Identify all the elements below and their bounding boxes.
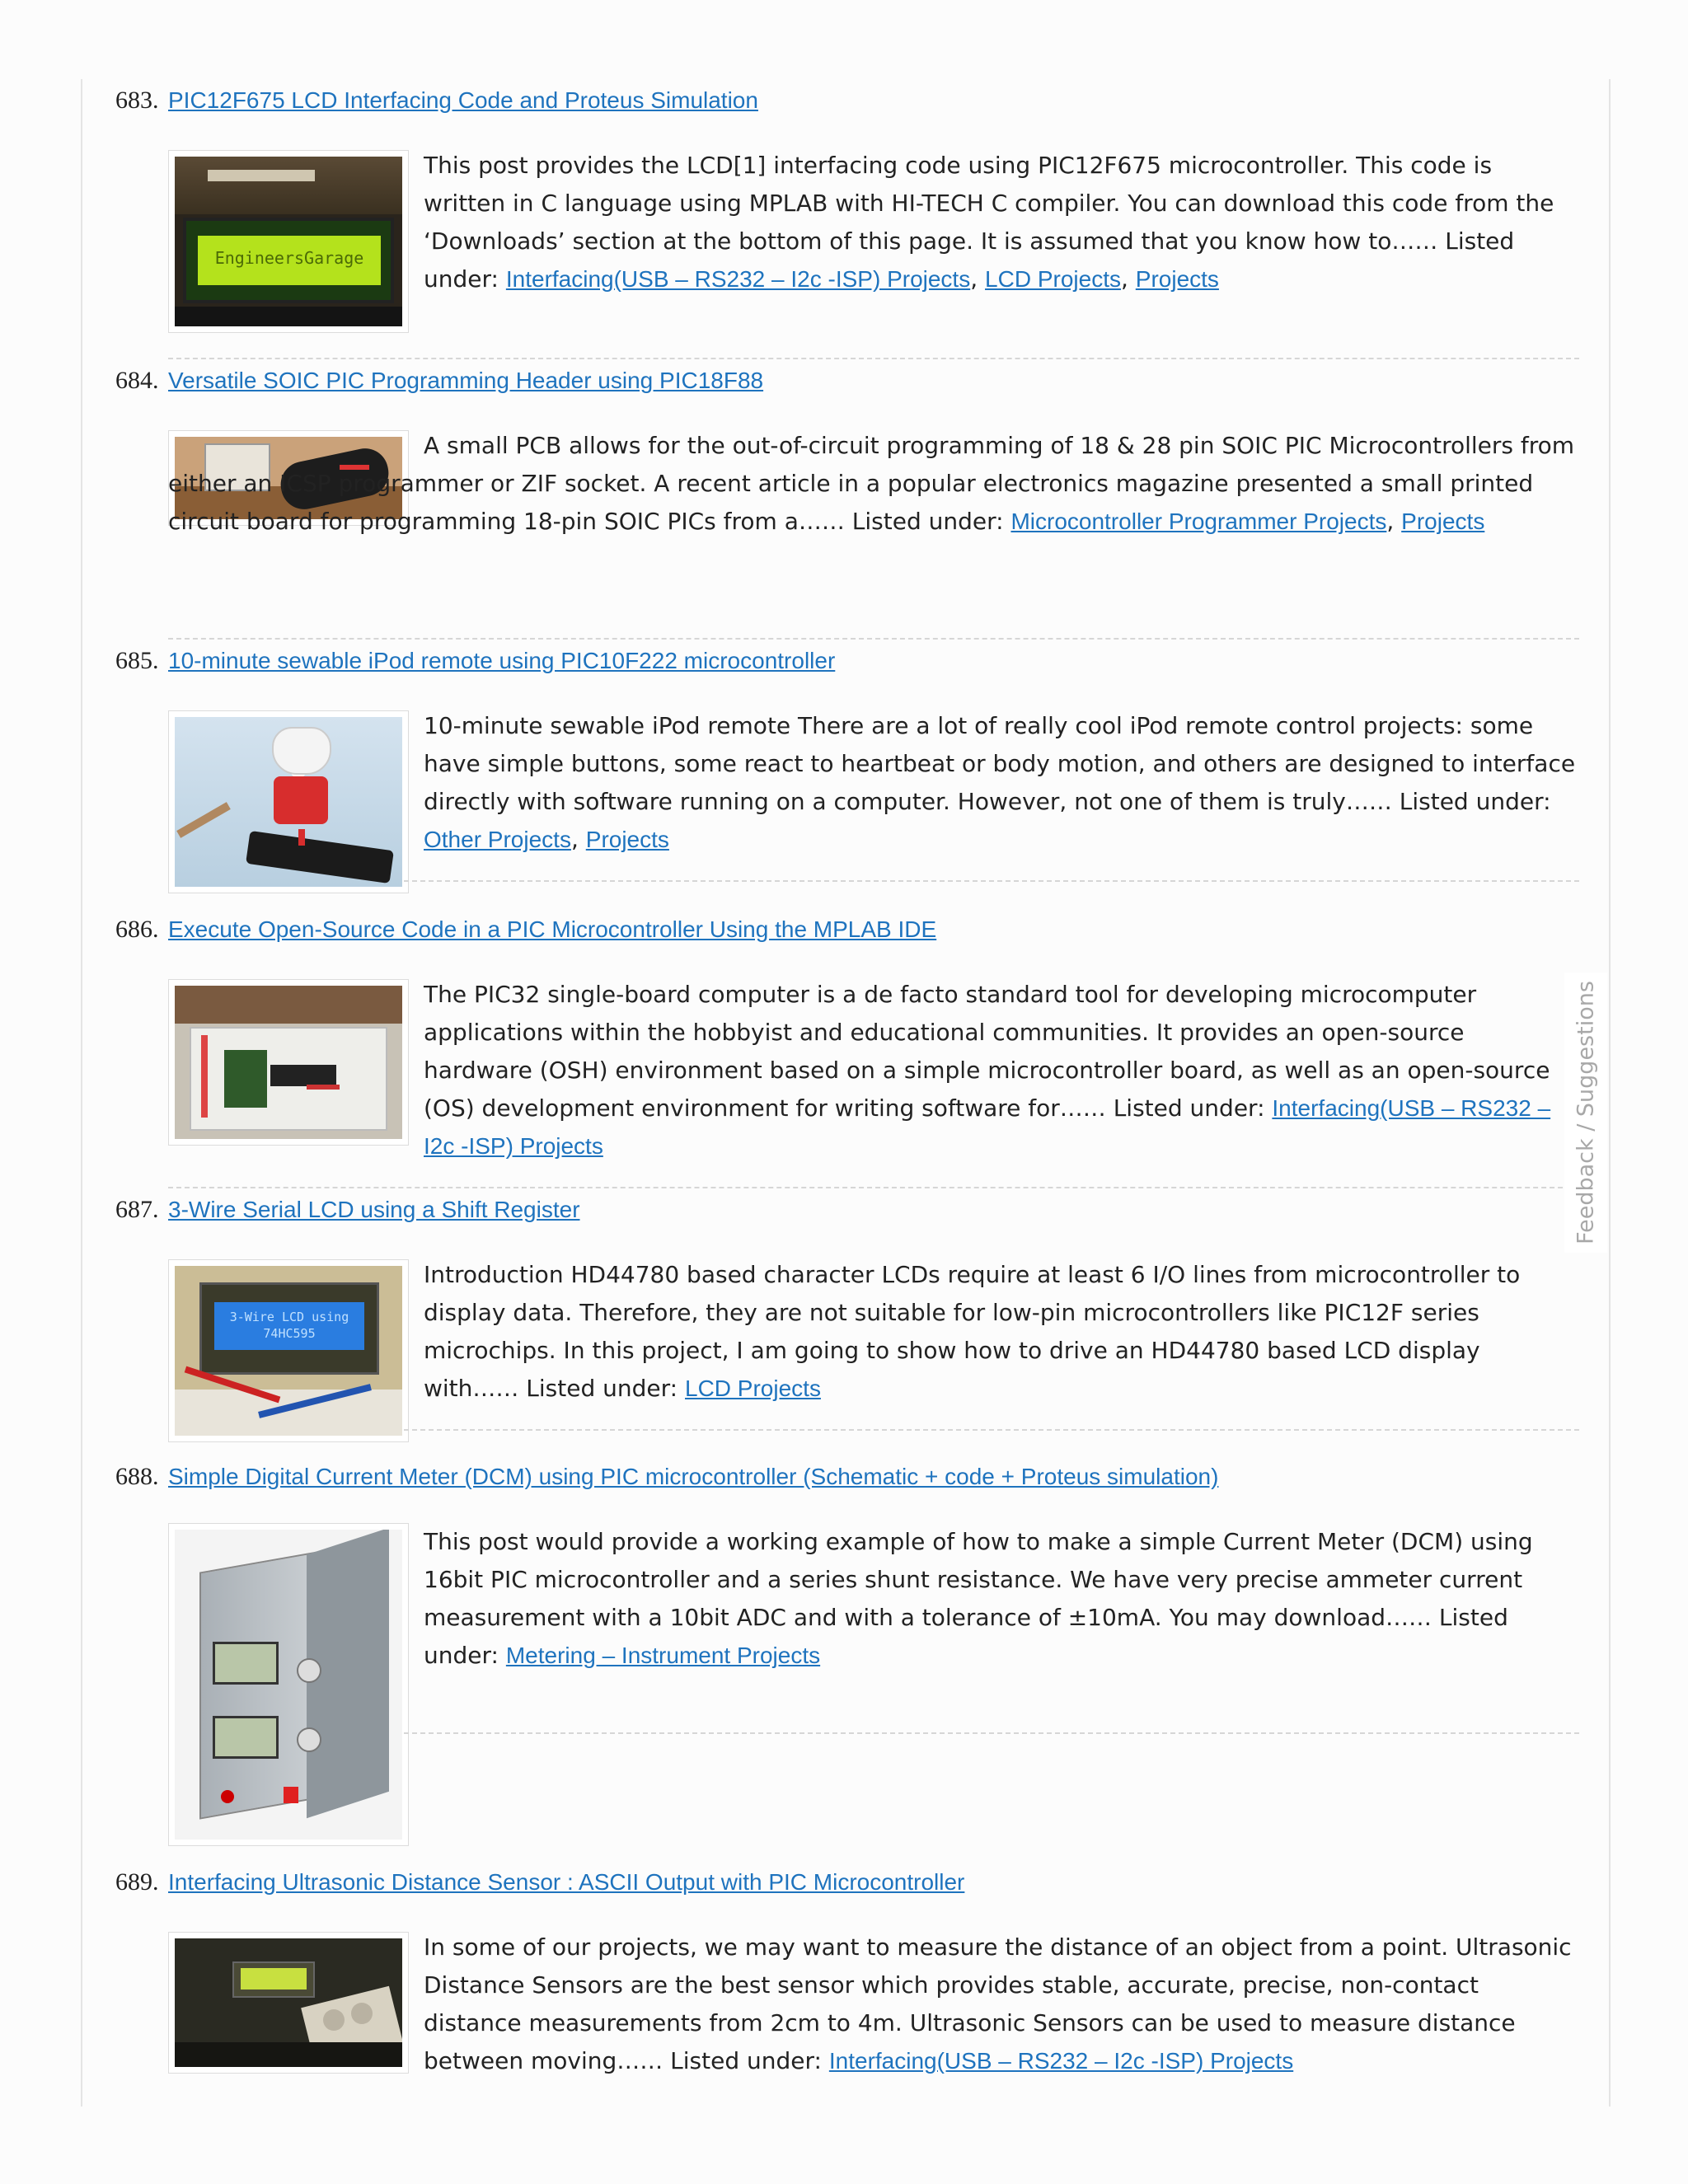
post-item: [115, 908, 1579, 1180]
excerpt-text: In some of our projects, we may want to measure the distance of an object from a point. Ultrasonic Distance Sensors are the best sensor which provides stable, accurate, precise, non-contact distance measurements from 2cm to 4m. Ultrasonic Sensors can be used to measure distance between moving…… Listed under:: [424, 1933, 1572, 2074]
post-thumbnail[interactable]: [168, 979, 409, 1146]
category-link[interactable]: Projects: [585, 827, 669, 852]
post-item: [115, 359, 1579, 631]
category-link[interactable]: LCD Projects: [685, 1376, 821, 1401]
post-number: 685.: [115, 647, 159, 674]
post-title-link[interactable]: PIC12F675 LCD Interfacing Code and Proteus Simulation: [168, 87, 758, 113]
post-item: [115, 640, 1579, 887]
post-item: [115, 1861, 1579, 2108]
category-link[interactable]: Microcontroller Programmer Projects: [1010, 509, 1387, 534]
category-link[interactable]: Interfacing(USB – RS232 – I2c -ISP) Projects: [424, 1095, 1551, 1159]
category-link[interactable]: Other Projects: [424, 827, 571, 852]
lcd-screen-text: 3-Wire LCD using 74HC595: [229, 1310, 349, 1341]
post-thumbnail[interactable]: [168, 150, 409, 333]
post-excerpt: [424, 976, 1579, 1165]
category-link[interactable]: Metering – Instrument Projects: [505, 1643, 821, 1668]
post-thumbnail[interactable]: [168, 1523, 409, 1846]
post-title-link[interactable]: 10-minute sewable iPod remote using PIC10F222 microcontroller: [168, 648, 836, 673]
post-divider: [404, 880, 1579, 882]
excerpt-text: A small PCB allows for the out-of-circuit programming of 18 & 28 pin SOIC PIC Microcontrollers from either an ICSP programmer or ZIF socket. A recent article in a popular electronics magazine presented a small printed circuit board for programming 18-pin SOIC PICs from a…… Listed under:: [168, 432, 1575, 535]
excerpt-text: This post would provide a working example of how to make a simple Current Meter (DCM) using 16bit PIC microcontroller and a series shunt resistance. We have very precise ammeter current measurement with a 10bit ADC and with a tolerance of ±10mA. You may download…… Listed under:: [424, 1528, 1533, 1669]
post-excerpt: [424, 1523, 1579, 1675]
post-thumbnail[interactable]: [168, 1932, 409, 2074]
post-item: [115, 1455, 1579, 1843]
post-number: 684.: [115, 367, 159, 394]
post-excerpt: [424, 1256, 1579, 1408]
post-number: 683.: [115, 87, 159, 114]
post-title-link[interactable]: 3-Wire Serial LCD using a Shift Register: [168, 1197, 580, 1222]
post-number: 686.: [115, 916, 159, 943]
category-link[interactable]: Projects: [1401, 509, 1485, 534]
lcd-screen-text: EngineersGarage: [214, 248, 364, 268]
post-item: [115, 1188, 1579, 1436]
category-link[interactable]: Interfacing(USB – RS232 – I2c -ISP) Projects: [505, 266, 971, 292]
post-title-link[interactable]: Execute Open-Source Code in a PIC Microcontroller Using the MPLAB IDE: [168, 916, 937, 942]
post-excerpt: 10-minute sewable iPod remote There are a lot of really cool iPod remote control projects: some have simple buttons, some react to heartbeat or body motion, and others are designed to interface directly with software running on a computer. However, not one of them is truly…… Listed under: Other Projects, Projects: [424, 712, 1576, 853]
feedback-tab[interactable]: [1564, 972, 1607, 1253]
excerpt-text: 10-minute sewable iPod remote There are a lot of really cool iPod remote control projects: some have simple buttons, some react to heartbeat or body motion, and others are designed to interface directly with software running on a computer. However, not one of them is truly…… Listed under:: [424, 712, 1576, 815]
post-thumbnail[interactable]: [168, 710, 409, 893]
excerpt-text: This post provides the LCD[1] interfacing code using PIC12F675 microcontroller. This code is written in C language using MPLAB with HI-TECH C compiler. You can download this code from the ‘Downloads’ section at the bottom of this page. It is assumed that you know how to…… Listed under:: [424, 152, 1554, 293]
category-link[interactable]: Projects: [1135, 266, 1219, 292]
post-number: 688.: [115, 1463, 159, 1490]
post-divider: [404, 1732, 1579, 1734]
post-title-link[interactable]: Interfacing Ultrasonic Distance Sensor : ASCII Output with PIC Microcontroller: [168, 1869, 965, 1895]
post-excerpt: [424, 1929, 1579, 2080]
post-excerpt: A small PCB allows for the out-of-circuit programming of 18 & 28 pin SOIC PIC Microcontrollers from either an ICSP programmer or ZIF socket. A recent article in a popular electronics magazine presented a small printed circuit board for programming 18-pin SOIC PICs from a…… Listed under: Microcontroller Programmer Projects, Projects: [168, 432, 1575, 535]
category-link[interactable]: Interfacing(USB – RS232 – I2c -ISP) Projects: [828, 2048, 1294, 2074]
feedback-tab-label: Feedback / Suggestions: [1573, 981, 1599, 1244]
post-number: 687.: [115, 1196, 159, 1223]
category-link[interactable]: LCD Projects: [985, 266, 1121, 292]
excerpt-text: The PIC32 single-board computer is a de facto standard tool for developing microcomputer applications within the hobbyist and educational communities. It provides an open-source hardware (OSH) environment based on a simple microcontroller board, as well as an open-source (OS) development environment for writing software for…… Listed under:: [424, 981, 1550, 1122]
post-number: 689.: [115, 1868, 159, 1896]
post-thumbnail[interactable]: [168, 1259, 409, 1442]
post-title-link[interactable]: Versatile SOIC PIC Programming Header using PIC18F88: [168, 368, 764, 393]
post-divider: [404, 1429, 1579, 1431]
post-item: [115, 79, 1579, 351]
excerpt-text: Introduction HD44780 based character LCDs require at least 6 I/O lines from microcontroller to display data. Therefore, they are not suitable for low-pin microcontrollers like PIC12F series microchips. In this project, I am going to show how to drive an HD44780 based LCD display with…… Listed under:: [424, 1261, 1521, 1402]
post-excerpt: This post provides the LCD[1] interfacing code using PIC12F675 microcontroller. This code is written in C language using MPLAB with HI-TECH C compiler. You can download this code from the ‘Downloads’ section at the bottom of this page. It is assumed that you know how to…… Listed under: Interfacing(USB – RS232 – I2c -ISP) Projects, LCD Projects, Projects: [424, 152, 1554, 293]
post-title-link[interactable]: Simple Digital Current Meter (DCM) using PIC microcontroller (Schematic + code + Proteus simulation): [168, 1464, 1219, 1489]
